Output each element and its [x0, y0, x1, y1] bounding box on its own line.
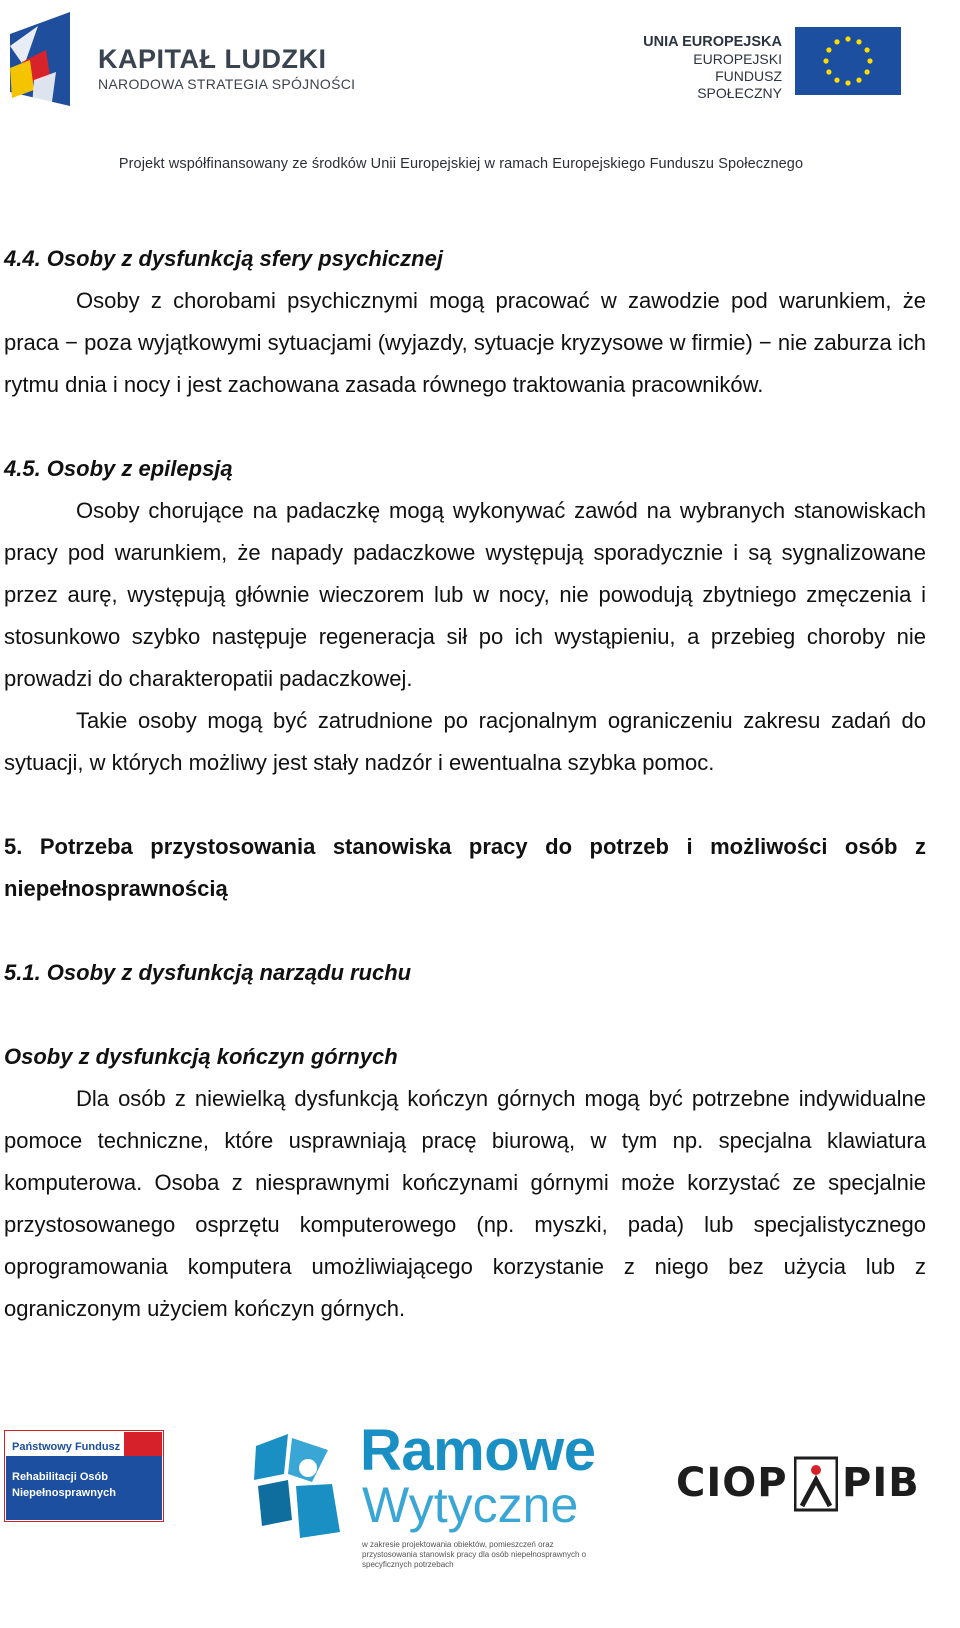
subsection-heading: Osoby z dysfunkcją kończyn górnych — [4, 1044, 398, 1069]
pfron-logo-icon — [4, 1430, 164, 1522]
pfron-line-3: Niepełnosprawnych — [12, 1487, 116, 1499]
eu-line-1: UNIA EUROPEJSKA — [643, 34, 782, 50]
section-4-4-heading: 4.4. Osoby z dysfunkcją sfery psychicznej — [4, 246, 443, 271]
eu-star-icon — [856, 78, 861, 83]
spacer — [4, 784, 926, 826]
subsection-paragraph: Dla osób z niewielką dysfunkcją kończyn górnych mogą być potrzebne indywidualne pomoce techniczne, które usprawniają pracę biurową, w tym np. specjalna klawiatura komputerowa. Osoba z niesprawnymi kończynami górnymi może korzystać ze specjalnie przystosowanego osprzętu komputerowego (np. myszki, pada) lub specjalistycznego oprogramowania komputera umożliwiającego korzystanie z niego bez użycia lub z ograniczonym użyciem kończyn górnych. — [4, 1086, 926, 1321]
eu-line-3: FUNDUSZ SPOŁECZNY — [697, 68, 782, 101]
eu-flag-icon — [795, 27, 901, 95]
eu-star-icon — [865, 69, 870, 74]
section-5-1-heading: 5.1. Osoby z dysfunkcją narządu ruchu — [4, 960, 412, 985]
eu-star-icon — [867, 58, 872, 63]
eu-star-icon — [826, 47, 831, 52]
pib-text: PIB — [842, 1460, 920, 1506]
ramowe-title: Ramowe — [360, 1418, 596, 1483]
spacer — [4, 406, 926, 448]
section-4-5-paragraph-2: Takie osoby mogą być zatrudnione po racjonalnym ograniczeniu zakresu zadań do sytuacji, w których możliwy jest stały nadzór i ewentualna szybka pomoc. — [4, 708, 926, 775]
eu-star-icon — [834, 39, 839, 44]
ramowe-wytyczne-mark-icon — [248, 1428, 348, 1542]
eu-star-icon — [856, 39, 861, 44]
eu-star-icon — [823, 58, 828, 63]
eu-wordmark — [630, 34, 782, 102]
page-footer — [0, 1420, 960, 1628]
wytyczne-title: Wytyczne — [362, 1477, 579, 1533]
kl-subtitle: NARODOWA STRATEGIA SPÓJNOŚCI — [98, 76, 356, 92]
page-header — [0, 0, 960, 200]
spacer — [4, 994, 926, 1036]
cofinancing-note: Projekt współfinansowany ze środków Unii Europejskiej w ramach Europejskiego Funduszu Społecznego — [118, 156, 804, 172]
spacer — [4, 910, 926, 952]
document-body — [4, 238, 926, 1330]
eu-star-icon — [845, 80, 850, 85]
section-4-5-heading: 4.5. Osoby z epilepsją — [4, 456, 233, 481]
ciop-figure-icon — [794, 1456, 838, 1512]
ramowe-subtitle: w zakresie projektowania obiektów, pomieszczeń oraz przystosowania stanowisk pracy dla osób niepełnosprawnych o specyficznych potrzebach — [362, 1540, 587, 1569]
eu-star-icon — [834, 78, 839, 83]
ciop-text: CIOP — [676, 1460, 788, 1506]
kapital-ludzki-wordmark — [98, 44, 355, 92]
ciop-pib-logo — [676, 1456, 928, 1516]
kl-title: KAPITAŁ LUDZKI — [98, 44, 327, 74]
eu-star-icon — [865, 47, 870, 52]
pfron-line-2: Rehabilitacji Osób — [12, 1471, 108, 1483]
section-4-5-paragraph-1: Osoby chorujące na padaczkę mogą wykonywać zawód na wybranych stanowiskach pracy pod warunkiem, że napady padaczkowe występują sporadycznie i są sygnalizowane przez aurę, występują głównie wieczorem lub w nocy, nie powodują zbytniego zmęczenia i stosunkowo szybko następuje regeneracja sił po ich wystąpieniu, a przebieg choroby nie prowadzi do charakteropatii padaczkowej. — [4, 498, 926, 691]
eu-star-icon — [845, 36, 850, 41]
eu-star-icon — [826, 69, 831, 74]
section-5-heading: 5. Potrzeba przystosowania stanowiska pracy do potrzeb i możliwości osób z niepełnosprawnością — [4, 834, 926, 901]
pfron-line-1: Państwowy Fundusz — [12, 1441, 121, 1453]
eu-line-2: EUROPEJSKI — [693, 51, 782, 67]
kapital-ludzki-logo-icon — [4, 6, 70, 114]
section-4-4-paragraph: Osoby z chorobami psychicznymi mogą pracować w zawodzie pod warunkiem, że praca − poza wyjątkowymi sytuacjami (wyjazdy, sytuacje kryzysowe w firmie) − nie zaburza ich rytmu dnia i nocy i jest zachowana zasada równego traktowania pracowników. — [4, 288, 926, 397]
